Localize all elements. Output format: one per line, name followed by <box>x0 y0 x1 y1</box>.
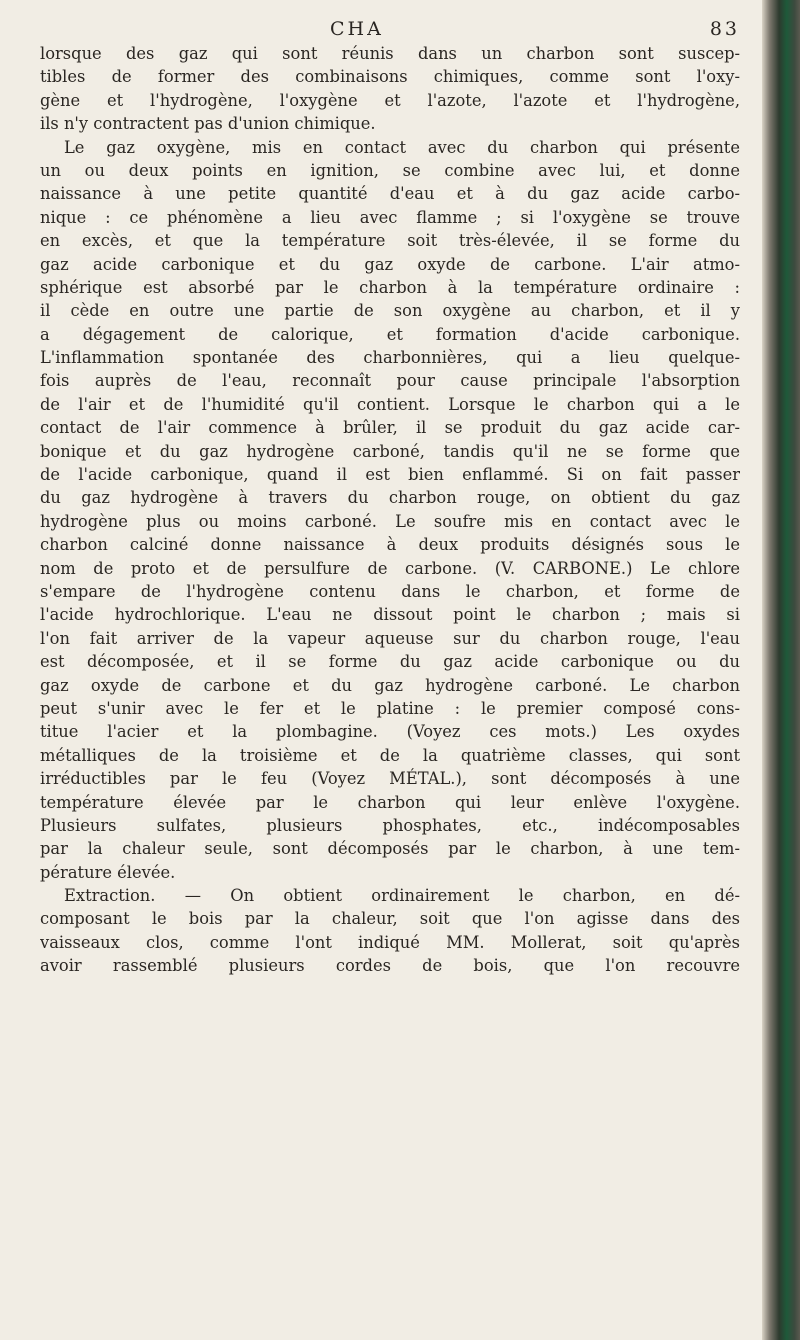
text-line: irréductibles par le feu (Voyez MÉTAL.), sont décomposés à une <box>40 769 740 789</box>
text-line: s'empare de l'hydrogène contenu dans le charbon, et forme de <box>40 581 740 601</box>
text-line: charbon calciné donne naissance à deux produits désignés sous le <box>40 535 740 555</box>
text-line: gaz acide carbonique et du gaz oxyde de carbone. L'air atmo- <box>40 254 740 274</box>
text-line: l'acide hydrochlorique. L'eau ne dissout point le charbon ; mais si <box>40 605 740 625</box>
text-line: nom de proto et de persulfure de carbone. (V. CARBONE.) Le chlore <box>40 558 740 578</box>
text-line: a dégagement de calorique, et formation d'acide carbonique. <box>40 324 740 344</box>
text-line: il cède en outre une partie de son oxygène au charbon, et il y <box>40 301 740 321</box>
text-line: l'on fait arriver de la vapeur aqueuse sur du charbon rouge, l'eau <box>40 628 740 648</box>
text-line: avoir rassemblé plusieurs cordes de bois, que l'on recouvre <box>40 956 740 976</box>
text-line: titue l'acier et la plombagine. (Voyez ces mots.) Les oxydes <box>40 722 740 742</box>
text-line: gaz oxyde de carbone et du gaz hydrogène carboné. Le charbon <box>40 675 740 695</box>
text-line: de l'acide carbonique, quand il est bien enflammé. Si on fait passer <box>40 465 740 485</box>
text-line: est décomposée, et il se forme du gaz acide carbonique ou du <box>40 652 740 672</box>
text-line: naissance à une petite quantité d'eau et à du gaz acide carbo- <box>40 184 740 204</box>
text-line: température élevée par le charbon qui leur enlève l'oxygène. <box>40 792 740 812</box>
text-line: nique : ce phénomène a lieu avec flamme ; si l'oxygène se trouve <box>40 207 740 227</box>
text-line: par la chaleur seule, sont décomposés par le charbon, à une tem- <box>40 839 740 859</box>
book-spine-edge <box>762 0 800 1340</box>
text-line: pérature élevée. <box>40 862 176 882</box>
text-line: hydrogène plus ou moins carboné. Le soufre mis en contact avec le <box>40 511 740 531</box>
running-title: CHA <box>330 18 384 40</box>
text-line: L'inflammation spontanée des charbonnières, qui a lieu quelque- <box>40 348 740 368</box>
page-header <box>40 18 740 42</box>
page-number: 83 <box>709 18 740 40</box>
body-text <box>40 42 740 978</box>
text-line: bonique et du gaz hydrogène carboné, tandis qu'il ne se forme que <box>40 441 740 461</box>
text-line: lorsque des gaz qui sont réunis dans un charbon sont suscep- <box>40 44 740 63</box>
text-line: Le gaz oxygène, mis en contact avec du charbon qui présente <box>64 137 740 157</box>
text-line: peut s'unir avec le fer et le platine : le premier composé cons- <box>40 698 740 718</box>
text-line: en excès, et que la température soit très-élevée, il se forme du <box>40 231 740 251</box>
text-line: Plusieurs sulfates, plusieurs phosphates, etc., indécomposables <box>40 815 740 835</box>
text-line: fois auprès de l'eau, reconnaît pour cause principale l'absorption <box>40 371 740 391</box>
text-line: un ou deux points en ignition, se combine avec lui, et donne <box>40 160 740 180</box>
text-line: sphérique est absorbé par le charbon à la température ordinaire : <box>40 277 740 297</box>
text-line: du gaz hydrogène à travers du charbon rouge, on obtient du gaz <box>40 488 740 508</box>
text-line: gène et l'hydrogène, l'oxygène et l'azote, l'azote et l'hydrogène, <box>40 90 740 110</box>
text-line: métalliques de la troisième et de la quatrième classes, qui sont <box>40 745 740 765</box>
text-line: de l'air et de l'humidité qu'il contient. Lorsque le charbon qui a le <box>40 394 740 414</box>
text-line: ils n'y contractent pas d'union chimique. <box>40 114 376 134</box>
text-line: composant le bois par la chaleur, soit que l'on agisse dans des <box>40 909 740 929</box>
text-line: Extraction. — On obtient ordinairement le charbon, en dé- <box>64 886 740 906</box>
text-line: contact de l'air commence à brûler, il se produit du gaz acide car- <box>40 418 740 438</box>
text-line: tibles de former des combinaisons chimiques, comme sont l'oxy- <box>40 67 740 87</box>
text-line: vaisseaux clos, comme l'ont indiqué MM. Mollerat, soit qu'après <box>40 932 740 952</box>
